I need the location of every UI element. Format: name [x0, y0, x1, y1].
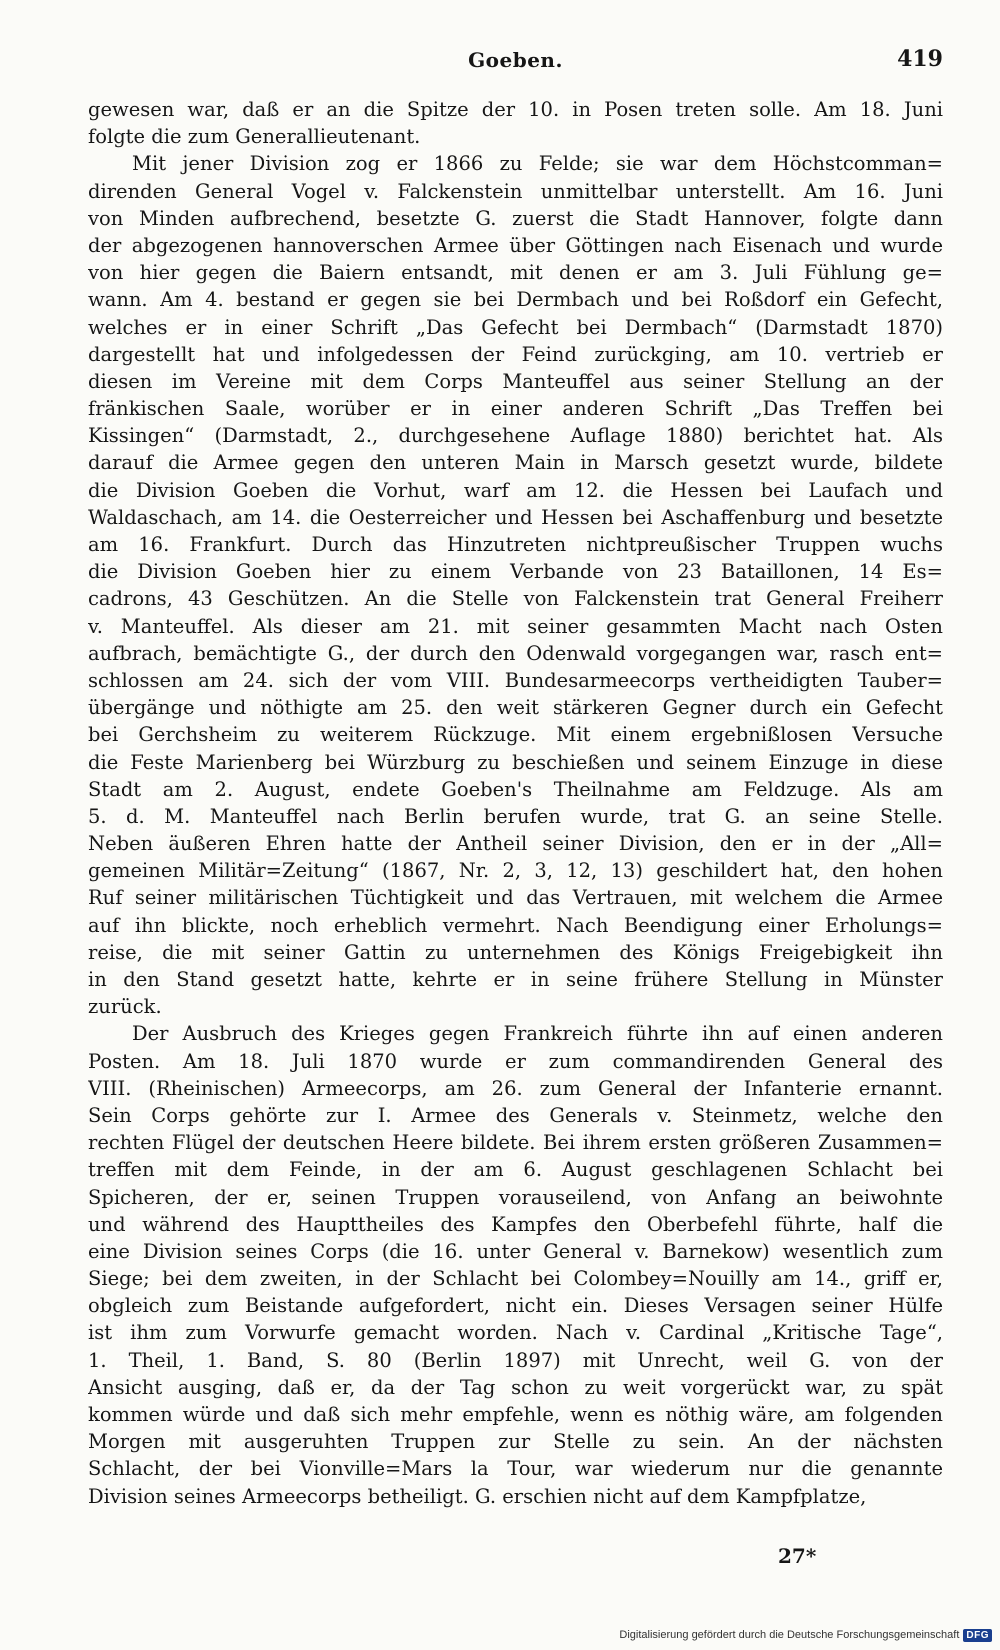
- text-line: direnden General Vogel v. Falckenstein unmittelbar unterstellt. Am 16. Juni: [88, 179, 943, 203]
- text-line: die Division Goeben die Vorhut, warf am 12. die Hessen bei Laufach und: [88, 478, 943, 502]
- text-line: rechten Flügel der deutschen Heere bildete. Bei ihrem ersten größeren Zusammen=: [88, 1131, 943, 1155]
- text-line: Posten. Am 18. Juli 1870 wurde er zum commandirenden General des: [88, 1049, 943, 1073]
- text-line: übergänge und nöthigte am 25. den weit stärkeren Gegner durch ein Gefecht: [88, 696, 943, 720]
- paragraph: [88, 1020, 943, 1509]
- text-line: cadrons, 43 Geschützen. An die Stelle von Falckenstein trat General Freiherr: [88, 587, 943, 611]
- text-line: ist ihm zum Vorwurfe gemacht worden. Nach v. Cardinal „Kritische Tage“,: [88, 1321, 943, 1345]
- text-line: Neben äußeren Ehren hatte der Antheil seiner Division, den er in der „All=: [88, 832, 943, 856]
- text-line: diesen im Vereine mit dem Corps Manteuffel aus seiner Stellung an der: [88, 369, 943, 393]
- text-line: Spicheren, der er, seinen Truppen vorauseilend, von Anfang an beiwohnte: [88, 1185, 943, 1209]
- text-line: Stadt am 2. August, endete Goeben's Theilnahme am Feldzuge. Als am: [88, 777, 943, 801]
- text-line: welches er in einer Schrift „Das Gefecht bei Dermbach“ (Darmstadt 1870): [88, 315, 943, 339]
- page-number: 419: [897, 46, 943, 72]
- text-line: 5. d. M. Manteuffel nach Berlin berufen wurde, trat G. an seine Stelle.: [88, 804, 943, 828]
- text-line: gewesen war, daß er an die Spitze der 10. in Posen treten solle. Am 18. Juni: [88, 98, 943, 121]
- text-line: in den Stand gesetzt hatte, kehrte er in seine frühere Stellung in Münster: [88, 968, 943, 991]
- text-line: bei Gerchsheim zu weiterem Rückzuge. Mit einem ergebnißlosen Versuche: [88, 723, 943, 747]
- text-line: wann. Am 4. bestand er gegen sie bei Dermbach und bei Roßdorf ein Gefecht,: [88, 288, 943, 312]
- signature-mark: 27*: [778, 1544, 817, 1568]
- text-line: VIII. (Rheinischen) Armeecorps, am 26. zum General der Infanterie ernannt.: [88, 1076, 943, 1100]
- text-line: Morgen mit ausgeruhten Truppen zur Stelle zu sein. An der nächsten: [88, 1430, 943, 1454]
- text-line: v. Manteuffel. Als dieser am 21. mit seiner gesammten Macht nach Osten: [88, 614, 943, 638]
- text-line: der abgezogenen hannoverschen Armee über Göttingen nach Eisenach und wurde: [88, 233, 943, 257]
- running-title: Goeben.: [468, 48, 563, 72]
- text-line: gemeinen Militär=Zeitung“ (1867, Nr. 2, 3, 12, 13) geschildert hat, den hohen: [88, 859, 943, 883]
- text-line: die Feste Marienberg bei Würzburg zu beschießen und seinem Einzuge in diese: [88, 750, 943, 774]
- text-line: reise, die mit seiner Gattin zu unternehmen des Königs Freigebigkeit ihn: [88, 940, 943, 964]
- text-line: fränkischen Saale, worüber er in einer anderen Schrift „Das Treffen bei: [88, 397, 943, 421]
- paragraph: [88, 96, 943, 150]
- text-line: Ansicht ausging, daß er, da der Tag schon zu weit vorgerückt war, zu spät: [88, 1375, 943, 1399]
- text-line: Ruf seiner militärischen Tüchtigkeit und das Vertrauen, mit welchem die Armee: [88, 886, 943, 910]
- text-line: Schlacht, der bei Vionville=Mars la Tour, war wiederum nur die genannte: [88, 1457, 943, 1481]
- text-line: Division seines Armeecorps betheiligt. G. erschien nicht auf dem Kampfplatze,: [88, 1484, 867, 1508]
- text-line: dargestellt hat und infolgedessen der Feind zurückging, am 10. vertrieb er: [88, 342, 943, 366]
- text-line: kommen würde und daß sich mehr empfehle, wenn es nöthig wäre, am folgenden: [88, 1403, 943, 1426]
- text-line: Siege; bei dem zweiten, in der Schlacht bei Colombey=Nouilly am 14., griff er,: [88, 1267, 943, 1291]
- text-line: schlossen am 24. sich der vom VIII. Bundesarmeecorps vertheidigten Tauber=: [88, 668, 943, 692]
- text-line: Der Ausbruch des Krieges gegen Frankreich führte ihn auf einen anderen: [132, 1022, 943, 1046]
- body-text: [88, 96, 943, 1510]
- text-line: und während des Haupttheiles des Kampfes den Oberbefehl führte, half die: [88, 1212, 943, 1236]
- text-line: auf ihn blickte, noch erheblich vermehrt. Nach Beendigung einer Erholungs=: [88, 913, 943, 937]
- paragraph: [88, 150, 943, 1020]
- text-line: Sein Corps gehörte zur I. Armee des Generals v. Steinmetz, welche den: [88, 1103, 943, 1127]
- text-line: 1. Theil, 1. Band, S. 80 (Berlin 1897) mit Unrecht, weil G. von der: [88, 1348, 943, 1372]
- text-line: Mit jener Division zog er 1866 zu Felde; sie war dem Höchstcomman=: [132, 152, 943, 176]
- text-line: die Division Goeben hier zu einem Verbande von 23 Bataillonen, 14 Es=: [88, 560, 943, 584]
- text-line: darauf die Armee gegen den unteren Main in Marsch gesetzt wurde, bildete: [88, 451, 943, 475]
- text-line: Kissingen“ (Darmstadt, 2., durchgesehene Auflage 1880) berichtet hat. Als: [88, 424, 943, 448]
- text-line: von Minden aufbrechend, besetzte G. zuerst die Stadt Hannover, folgte dann: [88, 206, 943, 230]
- text-line: Waldaschach, am 14. die Oesterreicher und Hessen bei Aschaffenburg und besetzte: [88, 505, 943, 529]
- text-line: eine Division seines Corps (die 16. unter General v. Barnekow) wesentlich zum: [88, 1239, 943, 1263]
- footer-credit: Digitalisierung gefördert durch die Deutsche Forschungsgemeinschaft: [619, 1629, 960, 1641]
- digitization-footer: [619, 1626, 992, 1644]
- running-head: [88, 44, 943, 74]
- text-line: aufbrach, bemächtigte G., der durch den Odenwald vorgegangen war, rasch ent=: [88, 641, 943, 665]
- text-line: obgleich zum Beistande aufgefordert, nicht ein. Dieses Versagen seiner Hülfe: [88, 1294, 943, 1318]
- text-line: am 16. Frankfurt. Durch das Hinzutreten nichtpreußischer Truppen wuchs: [88, 533, 943, 556]
- text-line: von hier gegen die Baiern entsandt, mit denen er am 3. Juli Fühlung ge=: [88, 261, 943, 285]
- text-line: treffen mit dem Feinde, in der am 6. August geschlagenen Schlacht bei: [88, 1158, 943, 1182]
- dfg-logo: DFG: [963, 1629, 992, 1642]
- text-line: folgte die zum Generallieutenant.: [88, 125, 421, 149]
- text-line: zurück.: [88, 995, 162, 1019]
